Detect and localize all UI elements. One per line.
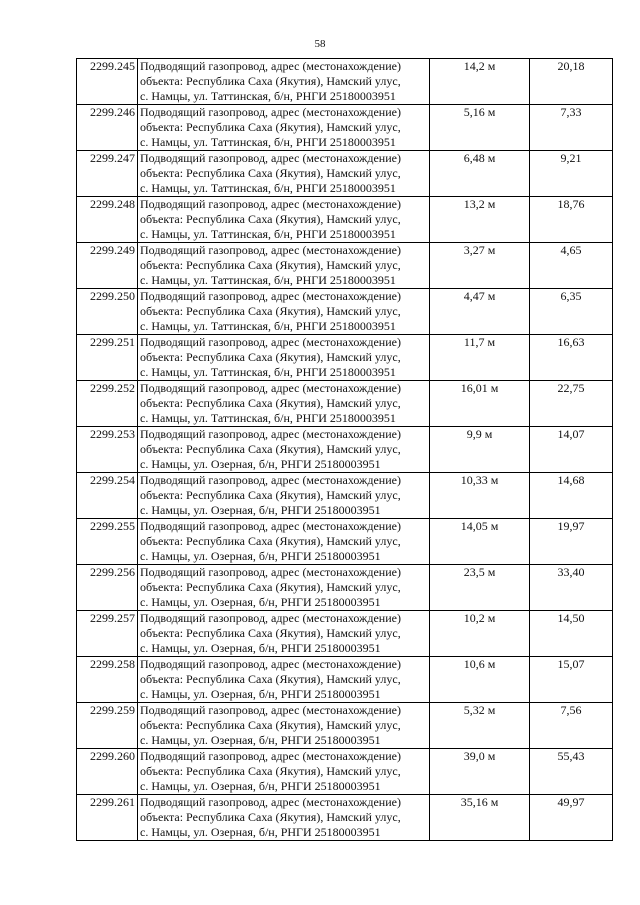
- length-value: 10,2 м: [463, 611, 496, 625]
- length-cell: [430, 105, 530, 151]
- registry-number: 2299.253: [90, 427, 135, 441]
- length-value: 10,6 м: [463, 657, 496, 671]
- description-cell: [138, 749, 430, 795]
- value-cell: [530, 795, 613, 841]
- value-cell: [530, 611, 613, 657]
- length-value: 14,05 м: [460, 519, 499, 533]
- table-row: [77, 243, 613, 289]
- table-body: [77, 59, 613, 841]
- registry-number: 2299.250: [90, 289, 135, 303]
- length-cell: [430, 473, 530, 519]
- description-line-2: объекта: Республика Саха (Якутия), Намский улус,: [140, 442, 401, 456]
- length-value: 23,5 м: [463, 565, 496, 579]
- registry-number: 2299.245: [90, 59, 135, 73]
- value-cell: [530, 105, 613, 151]
- description-cell: [138, 243, 430, 289]
- cost-value: 14,07: [557, 427, 585, 441]
- registry-number-cell: [77, 473, 138, 519]
- table-row: [77, 59, 613, 105]
- description-line-3: с. Намцы, ул. Озерная, б/н, РНГИ 25180003951: [140, 733, 381, 747]
- description-line-2: объекта: Республика Саха (Якутия), Намский улус,: [140, 488, 401, 502]
- page-number: 58: [314, 38, 326, 50]
- value-cell: [530, 381, 613, 427]
- description-line-3: с. Намцы, ул. Таттинская, б/н, РНГИ 25180003951: [140, 273, 396, 287]
- description-line-3: с. Намцы, ул. Озерная, б/н, РНГИ 25180003951: [140, 825, 381, 839]
- description-line-1: Подводящий газопровод, адрес (местонахождение): [140, 197, 401, 211]
- description-cell: [138, 59, 430, 105]
- description-line-2: объекта: Республика Саха (Якутия), Намский улус,: [140, 810, 401, 824]
- registry-number: 2299.247: [90, 151, 135, 165]
- length-cell: [430, 611, 530, 657]
- value-cell: [530, 151, 613, 197]
- description-line-2: объекта: Республика Саха (Якутия), Намский улус,: [140, 764, 401, 778]
- value-cell: [530, 243, 613, 289]
- registry-number-cell: [77, 565, 138, 611]
- registry-number-cell: [77, 749, 138, 795]
- length-cell: [430, 565, 530, 611]
- registry-number-cell: [77, 519, 138, 565]
- registry-number: 2299.255: [90, 519, 135, 533]
- description-line-3: с. Намцы, ул. Озерная, б/н, РНГИ 25180003951: [140, 595, 381, 609]
- description-line-1: Подводящий газопровод, адрес (местонахождение): [140, 381, 401, 395]
- description-line-1: Подводящий газопровод, адрес (местонахождение): [140, 59, 401, 73]
- value-cell: [530, 427, 613, 473]
- description-line-3: с. Намцы, ул. Озерная, б/н, РНГИ 25180003951: [140, 503, 381, 517]
- description-line-3: с. Намцы, ул. Озерная, б/н, РНГИ 25180003951: [140, 549, 381, 563]
- description-line-1: Подводящий газопровод, адрес (местонахождение): [140, 473, 401, 487]
- description-line-2: объекта: Республика Саха (Якутия), Намский улус,: [140, 718, 401, 732]
- description-line-3: с. Намцы, ул. Таттинская, б/н, РНГИ 25180003951: [140, 411, 396, 425]
- registry-number: 2299.257: [90, 611, 135, 625]
- length-value: 39,0 м: [463, 749, 496, 763]
- registry-number-cell: [77, 289, 138, 335]
- description-line-2: объекта: Республика Саха (Якутия), Намский улус,: [140, 534, 401, 548]
- length-cell: [430, 703, 530, 749]
- description-cell: [138, 289, 430, 335]
- value-cell: [530, 519, 613, 565]
- table-row: [77, 151, 613, 197]
- description-cell: [138, 611, 430, 657]
- description-line-2: объекта: Республика Саха (Якутия), Намский улус,: [140, 626, 401, 640]
- value-cell: [530, 749, 613, 795]
- registry-number-cell: [77, 335, 138, 381]
- description-cell: [138, 427, 430, 473]
- length-value: 5,16 м: [463, 105, 496, 119]
- length-value: 5,32 м: [463, 703, 496, 717]
- description-line-3: с. Намцы, ул. Таттинская, б/н, РНГИ 25180003951: [140, 319, 396, 333]
- cost-value: 19,97: [557, 519, 585, 533]
- description-cell: [138, 381, 430, 427]
- table-row: [77, 519, 613, 565]
- registry-number: 2299.248: [90, 197, 135, 211]
- description-cell: [138, 197, 430, 243]
- description-line-3: с. Намцы, ул. Озерная, б/н, РНГИ 25180003951: [140, 779, 381, 793]
- description-line-2: объекта: Республика Саха (Якутия), Намский улус,: [140, 74, 401, 88]
- table-row: [77, 795, 613, 841]
- length-value: 6,48 м: [463, 151, 496, 165]
- value-cell: [530, 59, 613, 105]
- description-line-3: с. Намцы, ул. Таттинская, б/н, РНГИ 25180003951: [140, 181, 396, 195]
- description-line-1: Подводящий газопровод, адрес (местонахождение): [140, 795, 401, 809]
- registry-number-cell: [77, 59, 138, 105]
- description-line-1: Подводящий газопровод, адрес (местонахождение): [140, 151, 401, 165]
- registry-number-cell: [77, 381, 138, 427]
- description-line-2: объекта: Республика Саха (Якутия), Намский улус,: [140, 580, 401, 594]
- registry-number: 2299.252: [90, 381, 135, 395]
- length-cell: [430, 427, 530, 473]
- length-cell: [430, 289, 530, 335]
- description-line-3: с. Намцы, ул. Таттинская, б/н, РНГИ 25180003951: [140, 135, 396, 149]
- cost-value: 16,63: [557, 335, 585, 349]
- registry-number-cell: [77, 611, 138, 657]
- description-line-1: Подводящий газопровод, адрес (местонахождение): [140, 749, 401, 763]
- cost-value: 22,75: [557, 381, 585, 395]
- length-cell: [430, 749, 530, 795]
- cost-value: 6,35: [560, 289, 582, 303]
- registry-number-cell: [77, 427, 138, 473]
- registry-number: 2299.260: [90, 749, 135, 763]
- cost-value: 9,21: [560, 151, 582, 165]
- table-row: [77, 289, 613, 335]
- registry-number-cell: [77, 795, 138, 841]
- length-value: 10,33 м: [460, 473, 499, 487]
- cost-value: 7,33: [560, 105, 582, 119]
- table-row: [77, 611, 613, 657]
- table-row: [77, 749, 613, 795]
- registry-number-cell: [77, 703, 138, 749]
- description-line-2: объекта: Республика Саха (Якутия), Намский улус,: [140, 258, 401, 272]
- description-cell: [138, 795, 430, 841]
- description-cell: [138, 703, 430, 749]
- description-cell: [138, 473, 430, 519]
- description-line-1: Подводящий газопровод, адрес (местонахождение): [140, 703, 401, 717]
- cost-value: 55,43: [557, 749, 585, 763]
- description-line-3: с. Намцы, ул. Таттинская, б/н, РНГИ 25180003951: [140, 89, 396, 103]
- registry-number: 2299.249: [90, 243, 135, 257]
- length-cell: [430, 657, 530, 703]
- length-cell: [430, 335, 530, 381]
- table-row: [77, 105, 613, 151]
- table-row: [77, 565, 613, 611]
- length-cell: [430, 243, 530, 289]
- description-line-2: объекта: Республика Саха (Якутия), Намский улус,: [140, 304, 401, 318]
- description-cell: [138, 105, 430, 151]
- length-cell: [430, 197, 530, 243]
- table-row: [77, 473, 613, 519]
- registry-number: 2299.256: [90, 565, 135, 579]
- length-value: 4,47 м: [463, 289, 496, 303]
- registry-number-cell: [77, 151, 138, 197]
- registry-number: 2299.261: [90, 795, 135, 809]
- length-value: 11,7 м: [463, 335, 496, 349]
- cost-value: 4,65: [560, 243, 582, 257]
- length-value: 9,9 м: [466, 427, 493, 441]
- description-line-1: Подводящий газопровод, адрес (местонахождение): [140, 105, 401, 119]
- cost-value: 15,07: [557, 657, 585, 671]
- description-cell: [138, 565, 430, 611]
- length-value: 14,2 м: [463, 59, 496, 73]
- description-line-3: с. Намцы, ул. Озерная, б/н, РНГИ 25180003951: [140, 457, 381, 471]
- value-cell: [530, 197, 613, 243]
- description-line-1: Подводящий газопровод, адрес (местонахождение): [140, 657, 401, 671]
- registry-number-cell: [77, 197, 138, 243]
- description-cell: [138, 657, 430, 703]
- table-row: [77, 335, 613, 381]
- table-row: [77, 703, 613, 749]
- table-row: [77, 381, 613, 427]
- description-line-1: Подводящий газопровод, адрес (местонахождение): [140, 289, 401, 303]
- cost-value: 14,68: [557, 473, 585, 487]
- registry-number: 2299.251: [90, 335, 135, 349]
- description-line-1: Подводящий газопровод, адрес (местонахождение): [140, 611, 401, 625]
- length-value: 13,2 м: [463, 197, 496, 211]
- registry-number: 2299.254: [90, 473, 135, 487]
- description-line-2: объекта: Республика Саха (Якутия), Намский улус,: [140, 120, 401, 134]
- length-cell: [430, 519, 530, 565]
- description-line-2: объекта: Республика Саха (Якутия), Намский улус,: [140, 166, 401, 180]
- cost-value: 33,40: [557, 565, 585, 579]
- description-line-2: объекта: Республика Саха (Якутия), Намский улус,: [140, 350, 401, 364]
- description-line-1: Подводящий газопровод, адрес (местонахождение): [140, 243, 401, 257]
- registry-number: 2299.246: [90, 105, 135, 119]
- description-line-1: Подводящий газопровод, адрес (местонахождение): [140, 519, 401, 533]
- length-value: 35,16 м: [460, 795, 499, 809]
- description-line-2: объекта: Республика Саха (Якутия), Намский улус,: [140, 396, 401, 410]
- cost-value: 18,76: [557, 197, 585, 211]
- value-cell: [530, 335, 613, 381]
- description-cell: [138, 335, 430, 381]
- length-cell: [430, 59, 530, 105]
- description-line-3: с. Намцы, ул. Озерная, б/н, РНГИ 25180003951: [140, 641, 381, 655]
- registry-number: 2299.259: [90, 703, 135, 717]
- description-line-1: Подводящий газопровод, адрес (местонахождение): [140, 427, 401, 441]
- length-value: 16,01 м: [460, 381, 499, 395]
- description-cell: [138, 519, 430, 565]
- length-cell: [430, 381, 530, 427]
- description-line-1: Подводящий газопровод, адрес (местонахождение): [140, 335, 401, 349]
- table-row: [77, 197, 613, 243]
- description-line-3: с. Намцы, ул. Озерная, б/н, РНГИ 25180003951: [140, 687, 381, 701]
- table-row: [77, 427, 613, 473]
- registry-number-cell: [77, 105, 138, 151]
- table-row: [77, 657, 613, 703]
- value-cell: [530, 565, 613, 611]
- registry-number-cell: [77, 243, 138, 289]
- cost-value: 20,18: [557, 59, 585, 73]
- length-cell: [430, 151, 530, 197]
- cost-value: 14,50: [557, 611, 585, 625]
- value-cell: [530, 289, 613, 335]
- description-line-3: с. Намцы, ул. Таттинская, б/н, РНГИ 25180003951: [140, 365, 396, 379]
- length-value: 3,27 м: [463, 243, 496, 257]
- value-cell: [530, 473, 613, 519]
- length-cell: [430, 795, 530, 841]
- cost-value: 49,97: [557, 795, 585, 809]
- registry-number-cell: [77, 657, 138, 703]
- description-line-2: объекта: Республика Саха (Якутия), Намский улус,: [140, 672, 401, 686]
- description-line-2: объекта: Республика Саха (Якутия), Намский улус,: [140, 212, 401, 226]
- description-cell: [138, 151, 430, 197]
- description-line-1: Подводящий газопровод, адрес (местонахождение): [140, 565, 401, 579]
- value-cell: [530, 657, 613, 703]
- description-line-3: с. Намцы, ул. Таттинская, б/н, РНГИ 25180003951: [140, 227, 396, 241]
- property-registry-table: [76, 58, 613, 841]
- value-cell: [530, 703, 613, 749]
- registry-number: 2299.258: [90, 657, 135, 671]
- cost-value: 7,56: [560, 703, 582, 717]
